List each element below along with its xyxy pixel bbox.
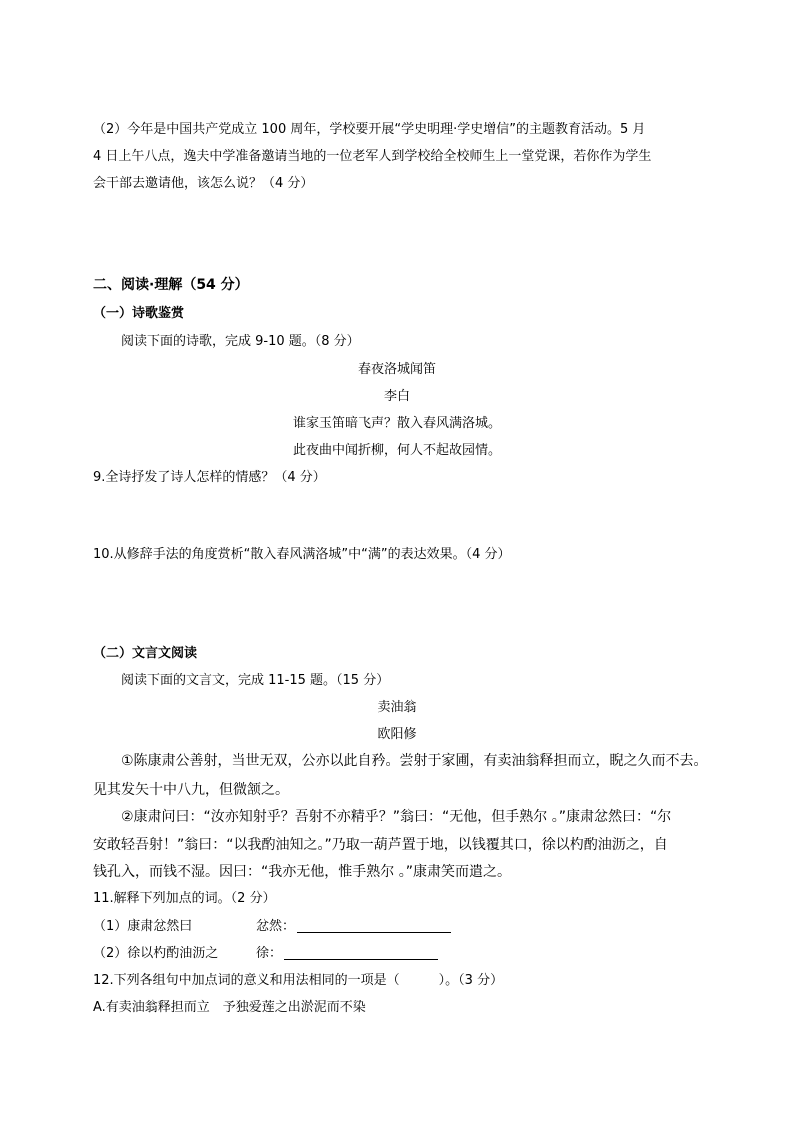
poem-author: 李白	[383, 389, 410, 404]
q11-item-1-answer	[256, 917, 451, 937]
question-12: 12.下列各组句中加点词的意义和用法相同的一项是（ ）。（3 分）	[93, 973, 504, 988]
q11-item-2-sentence: （2）徐以杓酌油沥之	[93, 946, 219, 961]
q11-item-2-answer	[256, 944, 438, 964]
poem-title: 春夜洛城闻笛	[357, 362, 436, 377]
poetry-instruction: 阅读下面的诗歌，完成 9-10 题。（8 分）	[121, 334, 360, 349]
q2-line-3: 会干部去邀请他，该怎么说？（4 分）	[93, 176, 314, 191]
paragraph-2-line-1: ②康肃问曰：“汝亦知射乎？吾射不亦精乎？”翁曰：“无他，但手熟尔 。”康肃忿然曰：“尔	[121, 809, 672, 825]
poem-line-2: 此夜曲中闻折柳，何人不起故园情。	[292, 443, 501, 458]
classical-heading: （二）文言文阅读	[93, 646, 198, 661]
question-9: 9.全诗抒发了诗人怎样的情感？（4 分）	[93, 470, 326, 485]
paragraph-2-line-3: 钱孔入，而钱不湿。因曰：“我亦无他，惟手熟尔 。”康肃笑而遣之。	[93, 864, 511, 880]
poetry-heading: （一）诗歌鉴赏	[93, 306, 185, 321]
text-title: 卖油翁	[377, 700, 417, 715]
q11-item-1-sentence: （1）康肃忿然曰	[93, 919, 193, 934]
q11-item-1-word: 忿然：	[256, 919, 296, 934]
answer-blank-2[interactable]	[284, 945, 438, 960]
poem-line-1: 谁家玉笛暗飞声？散入春风满洛城。	[292, 416, 501, 431]
q11-item-2-word: 徐：	[256, 946, 283, 961]
q2-line-1: （2）今年是中国共产党成立 100 周年，学校要开展“学史明理·学史增信”的主题教育活动。5 月	[93, 122, 646, 137]
classical-instruction: 阅读下面的文言文，完成 11-15 题。（15 分）	[121, 673, 390, 688]
question-10: 10.从修辞手法的角度赏析“散入春风满洛城”中“满”的表达效果。（4 分）	[93, 547, 511, 562]
q12-option-a: A.有卖油翁释担而立 予独爱莲之出淤泥而不染	[93, 1000, 366, 1015]
section-title-reading: 二、阅读·理解（54 分）	[93, 277, 249, 293]
text-author: 欧阳修	[377, 727, 417, 742]
answer-blank-1[interactable]	[297, 918, 451, 933]
q2-line-2: 4 日上午八点，逸夫中学准备邀请当地的一位老军人到学校给全校师生上一堂党课，若你作为学生	[93, 149, 652, 164]
paragraph-1-line-1: ①陈康肃公善射，当世无双，公亦以此自矜。尝射于家圃，有卖油翁释担而立，睨之久而不去。	[121, 753, 708, 769]
paragraph-1-line-2: 见其发矢十中八九，但微颔之。	[93, 782, 289, 798]
paragraph-2-line-2: 安敢轻吾射！”翁曰：“以我酌油知之。”乃取一葫芦置于地，以钱覆其口，徐以杓酌油沥之，自	[93, 837, 668, 853]
question-11: 11.解释下列加点的词。（2 分）	[93, 891, 276, 906]
